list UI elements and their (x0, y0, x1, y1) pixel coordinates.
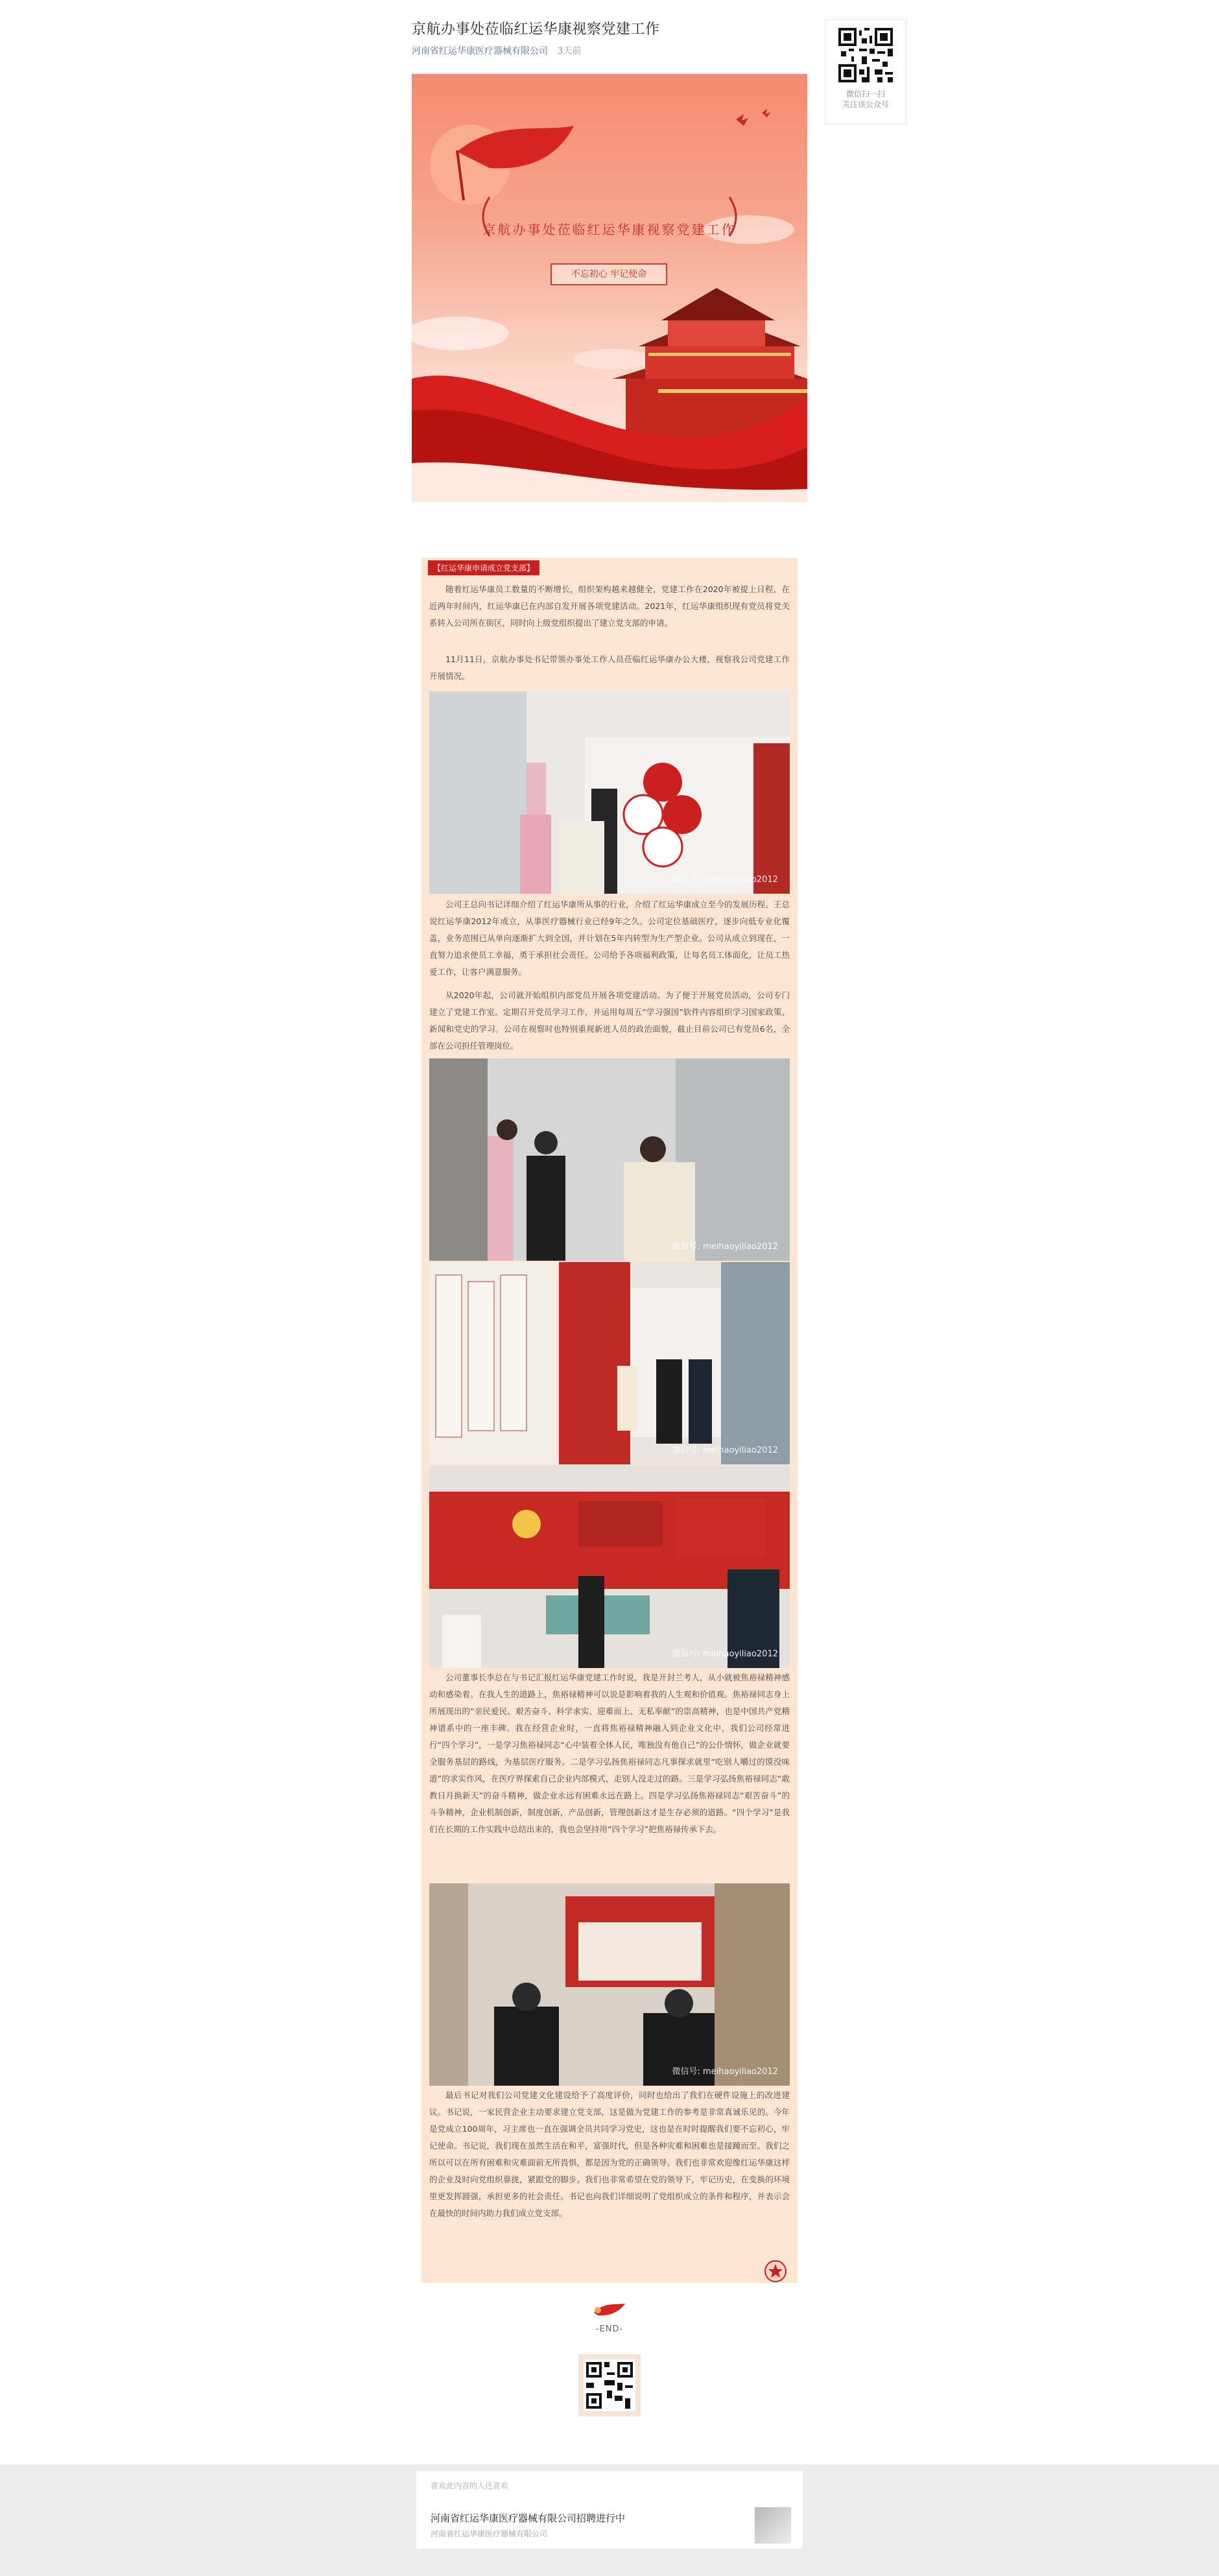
end-mark: -END- (595, 2324, 624, 2334)
paragraph-6: 最后书记对我们公司党建文化建设给予了高度评价，同时也给出了我们在硬件设施上的改进建议。书记说，一家民营企业主动要求建立党支部，这是做为党建工作的参考是非常真诚乐见的。今年是党成立100周年，习主席也一直在强调全员共同学习党史，这也是在时时提醒我们要不忘初心，牢记使命。书记说，我们现在虽然生活在和平，富强时代，但是各种灾难和困难也是接踵而至。我们之所以可以在所有困难和灾难面前无所畏惧，都是因为党的正确领导。我们也非常欢迎像红运华康这样的企业及时向党组织靠拢，紧跟党的脚步。我们也非常希望在党的领导下，牢记历史，在变换的环境里更发挥圆强，承担更多的社会责任。书记也向我们详细说明了党组织成立的条件和程序，并表示会在最快的时间内助力我们成立党支部。 (429, 2090, 790, 2218)
cover-image (412, 74, 807, 502)
recommend-title[interactable]: 河南省红运华康医疗器械有限公司招聘进行中 (431, 2512, 626, 2524)
publish-time: 3天前 (557, 46, 582, 56)
cover-slogan: 不忘初心 牢记使命 (550, 263, 667, 285)
article-meta (412, 44, 581, 57)
photo-5-watermark: 微信号: meihaoyiliao2012 (672, 2067, 778, 2077)
paragraph-2: 11月11日，京航办事处书记带领办事处工作人员莅临红运华康办公大楼，视察我公司党建工作开展情况。 (429, 654, 790, 681)
photo-4 (429, 1466, 790, 1668)
photo-2-watermark: 微信号: meihaoyiliao2012 (672, 1242, 778, 1252)
paragraph-3: 公司王总向书记详细介绍了红运华康所从事的行业，介绍了红运华康成立至今的发展历程。王总说红运华康2012年成立，从事医疗器械行业已经9年之久。公司定位基础医疗，逐步向低专业化覆盖，业务范围已从单向逐渐扩大到全国，并计划在5年内转型为生产型企业。公司从成立到现在，一直努力追求使员工幸福，勇于承担社会责任。公司给予各项福利政策，让每名员工体面化，让员工热爱工作，让客户满意服务。 (429, 900, 790, 977)
recommend-card[interactable] (416, 2471, 803, 2549)
paragraph-5: 公司董事长李总在与书记汇报红运华康党建工作时说，我是开封兰考人，从小就被焦裕禄精神感动和感染着。在我人生的道路上，焦裕禄精神可以说是影响着我的人生观和价值观。焦裕禄同志身上所展现出的“亲民爱民、艰苦奋斗、科学求实、迎难而上、无私奉献”的崇高精神，也是中国共产党精神谱系中的一座丰碑。我在经营企业时，一直将焦裕禄精神融入到企业文化中，我们公司经常进行“四个学习”，一是学习焦裕禄同志“心中装着全体人民，唯独没有他自己”的公仆情怀，做企业就要全服务基层的路线，为基层医疗服务。二是学习弘扬焦裕禄同志凡事探求就里“吃别人嚼过的馍没味道”的求实作风，在医疗界探索自己企业内部模式，走别人没走过的路。三是学习弘扬焦裕禄同志“敢教日月换新天”的奋斗精神，做企业永远有困难永远在路上。四是学习弘扬焦裕禄同志“艰苦奋斗”的斗争精神，企业机制创新，制度创新，产品创新，管理创新这才是生存必须的道路。“四个学习”是我们在长期的工作实践中总结出来的，我也会坚持用“四个学习”把焦裕禄传承下去。 (429, 1673, 790, 1834)
paragraph-1: 随着红运华康员工数量的不断增长，组织架构越来越健全，党建工作在2020年被提上日程，在近两年时间内，红运华康已在内部自发开展各项党建活动。2021年，红运华康组织现有党员将党关系转入公司所在街区，同时向上级党组织提出了建立党支部的申请。 (429, 584, 790, 628)
flag-icon (590, 2300, 629, 2320)
photo-1-watermark: 微信号: meihaoyiliao2012 (672, 875, 778, 885)
article-title: 京航办事处莅临红运华康视察党建工作 (412, 21, 660, 38)
paragraph-4: 从2020年起，公司就开始组织内部党员开展各项党建活动。为了便于开展党员活动，公司专门建立了党建工作室。定期召开党员学习工作，并运用每周五“学习强国”软件内容组织学习国家政策、新闻和党史的学习。公司在视察时也特别重视新进人员的政治面貌，截止目前公司已有党员6名，全部在公司担任管理岗位。 (429, 990, 790, 1051)
section-tag: 【红运华康申请成立党支部】 (428, 560, 539, 575)
photo-4-watermark: 微信号: meihaoyiliao2012 (672, 1649, 778, 1659)
qr-code-icon (838, 28, 893, 82)
photo-3-watermark: 微信号: meihaoyiliao2012 (672, 1446, 778, 1455)
account-link[interactable]: 河南省红运华康医疗器械有限公司 (412, 46, 548, 56)
star-badge-icon (764, 2260, 787, 2283)
recommend-company: 河南省红运华康医疗器械有限公司 (431, 2529, 548, 2538)
follow-qr-card (825, 19, 906, 125)
bottom-qr-code-icon (578, 2354, 641, 2416)
photo-2 (429, 1058, 790, 1261)
photo-5 (429, 1883, 790, 2086)
recommend-thumbnail[interactable] (755, 2507, 791, 2544)
photo-1 (429, 691, 790, 894)
cover-art (412, 74, 807, 502)
qr-caption-2: 关注该公众号 (842, 100, 889, 109)
cover-banner-title: 京航办事处莅临红运华康视察党建工作 (482, 222, 737, 237)
recommend-label: 喜欢此内容的人还喜欢 (431, 2481, 509, 2490)
qr-caption-1: 微信扫一扫 (846, 89, 885, 99)
photo-3 (429, 1262, 790, 1464)
